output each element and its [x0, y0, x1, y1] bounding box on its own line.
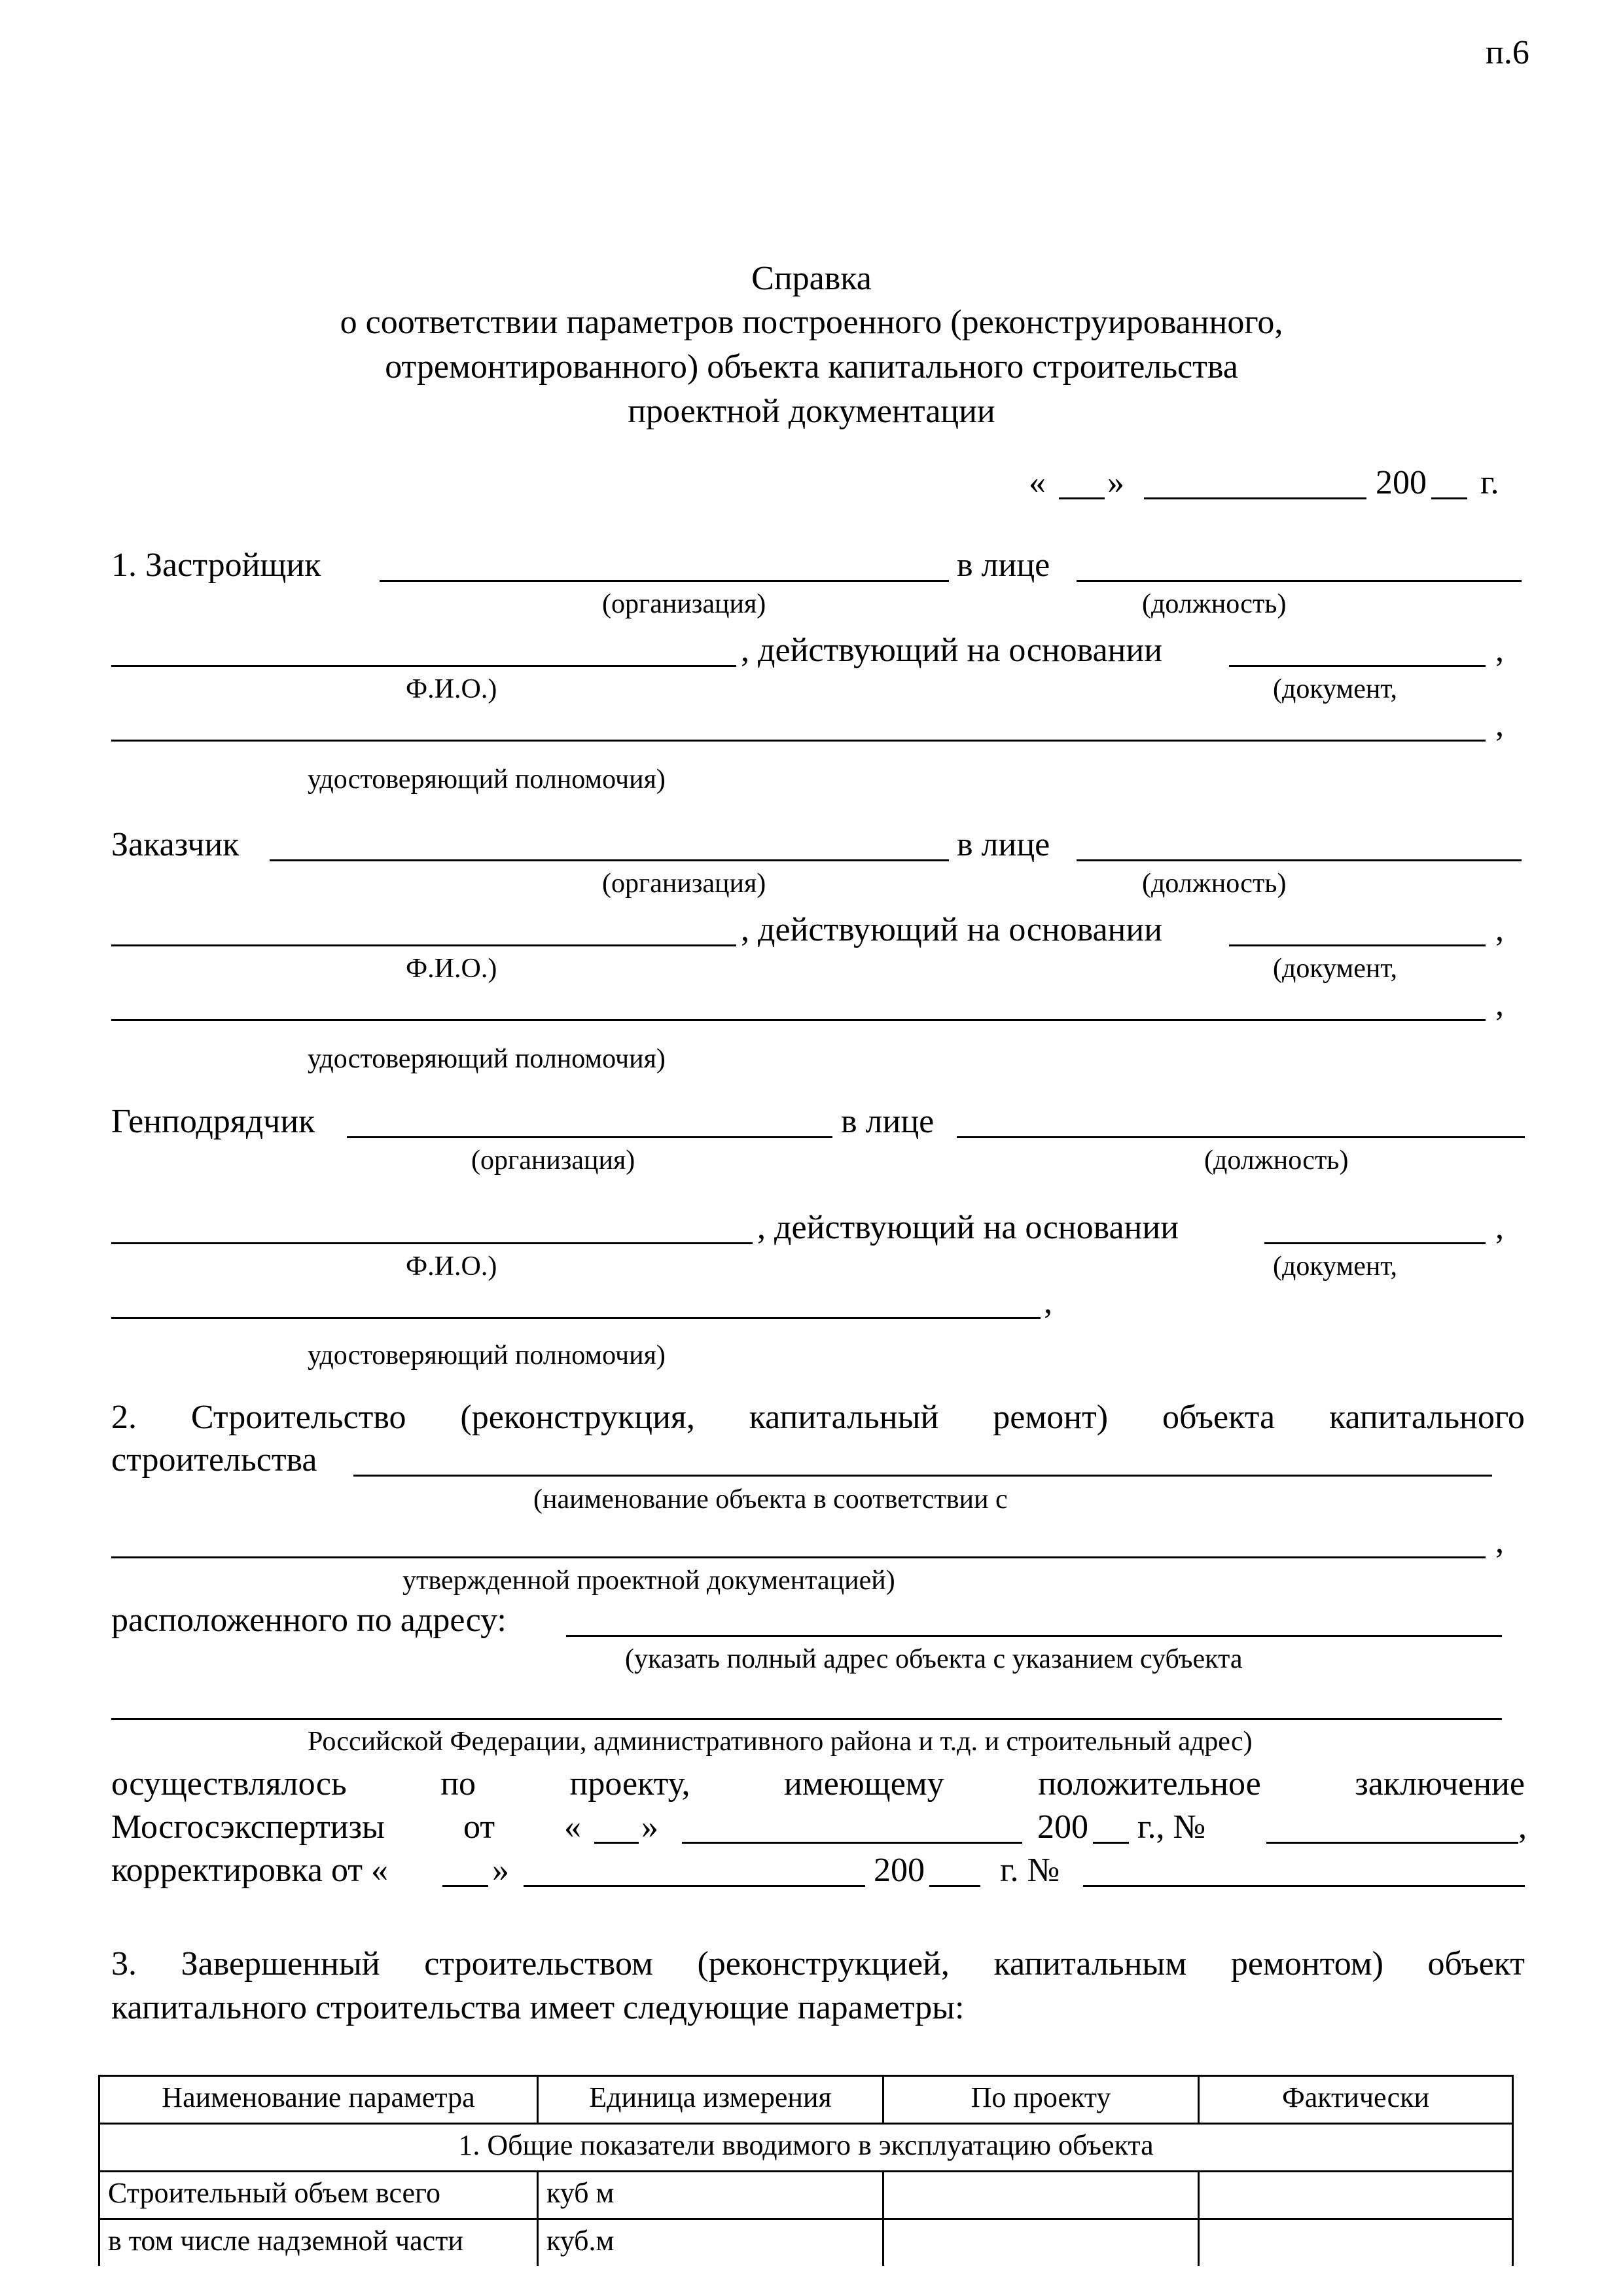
date-open-quote: « [1029, 464, 1046, 501]
section2-word: (реконструкция, [460, 1399, 695, 1436]
zakazchik-fio-hint: Ф.И.О.) [406, 954, 497, 984]
genpodryadchik-comma: , [1495, 1209, 1504, 1246]
address-label: расположенного по адресу: [111, 1602, 507, 1639]
address-hint-2: Российской Федерации, административного района и т.д. и строительный адрес) [308, 1727, 1253, 1757]
section2-stroitelstva: строительства [111, 1441, 317, 1479]
zastroyshchik-fio-hint: Ф.И.О.) [406, 674, 497, 704]
zastroyshchik-position-field[interactable] [1077, 580, 1522, 582]
zastroyshchik-deystvuyushchiy: , действующий на основании [741, 632, 1163, 669]
korrektirovka-number-field[interactable] [1083, 1885, 1525, 1887]
parameters-table [98, 2075, 1514, 2266]
project-value-cell[interactable] [883, 2219, 1199, 2267]
section3-word: 3. [111, 1945, 137, 1982]
zakazchik-organization-field[interactable] [270, 859, 949, 861]
zastroyshchik-v-litse: в лице [957, 547, 1050, 584]
conclusion-day-field[interactable] [594, 1842, 639, 1844]
table-row [99, 2219, 1513, 2267]
project-word: имеющему [783, 1765, 944, 1803]
object-name-cont-field[interactable] [111, 1556, 1486, 1558]
date-month-field[interactable] [1144, 497, 1366, 499]
zakazchik-fio-field[interactable] [111, 944, 736, 946]
date-year-prefix: 200 [1376, 464, 1427, 501]
object-name-hint-2: утвержденной проектной документацией) [402, 1566, 895, 1596]
zakazchik-v-litse: в лице [957, 826, 1050, 863]
object-name-hint: (наименование объекта в соответствии с [533, 1484, 1008, 1515]
project-value-cell[interactable] [883, 2172, 1199, 2219]
section3-word: Завершенный [181, 1945, 380, 1982]
genpodryadchik-organization-field[interactable] [347, 1136, 832, 1138]
korrektirovka-g-no: г. № [1000, 1852, 1060, 1889]
object-name-comma: , [1495, 1523, 1504, 1560]
zastroyshchik-comma: , [1495, 632, 1504, 669]
zastroyshchik-document-hint: (документ, [1273, 674, 1398, 704]
section3-word: ремонтом) [1230, 1945, 1383, 1982]
section2-word: капитальный [749, 1399, 939, 1436]
zastroyshchik-organization-hint: (организация) [602, 589, 766, 619]
unit-cell: куб.м [538, 2219, 883, 2267]
section3-word: объект [1427, 1945, 1525, 1982]
genpodryadchik-position-hint: (должность) [1204, 1145, 1349, 1175]
zastroyshchik-organization-field[interactable] [380, 580, 949, 582]
zakazchik-position-hint: (должность) [1142, 869, 1287, 899]
object-name-field[interactable] [353, 1475, 1492, 1477]
project-word: по [440, 1765, 476, 1803]
section2-word: капитального [1329, 1399, 1525, 1436]
zakazchik-document-field[interactable] [1229, 944, 1486, 946]
section2-line1 [111, 1401, 1525, 1435]
korrektirovka-label: корректировка от « [111, 1852, 388, 1889]
date-year-field[interactable] [1431, 497, 1467, 499]
section3-word: (реконструкцией, [697, 1945, 950, 1982]
genpodryadchik-position-field[interactable] [957, 1136, 1525, 1138]
conclusion-year-prefix: 200 [1037, 1808, 1088, 1846]
document-subtitle-line1: о соответствии параметров построенного (реконструированного, [340, 304, 1283, 341]
genpodryadchik-document-field[interactable] [1264, 1242, 1486, 1244]
document-title: Справка [751, 260, 872, 297]
project-word: заключение [1355, 1765, 1525, 1803]
zakazchik-position-field[interactable] [1077, 859, 1522, 861]
mosgosekspertiza-ot: от [463, 1808, 495, 1846]
zakazchik-document-cont-field[interactable] [111, 1019, 1486, 1021]
section3-word: строительством [424, 1945, 653, 1982]
korrektirovka-month-field[interactable] [524, 1885, 865, 1887]
korrektirovka-year-prefix: 200 [874, 1852, 925, 1889]
parameter-name-cell: в том числе надземной части [99, 2219, 538, 2267]
column-header-project: По проекту [883, 2076, 1199, 2124]
genpodryadchik-fio-field[interactable] [111, 1242, 753, 1244]
conclusion-comma: , [1518, 1808, 1527, 1846]
genpodryadchik-authority-hint: удостоверяющий полномочия) [308, 1340, 666, 1371]
table-header-row [99, 2076, 1513, 2124]
genpodryadchik-comma-2: , [1044, 1283, 1052, 1321]
document-subtitle-line2: отремонтированного) объекта капитального строительства [385, 348, 1238, 386]
address-cont-field[interactable] [111, 1718, 1502, 1720]
zakazchik-comma: , [1495, 911, 1504, 948]
zakazchik-authority-hint: удостоверяющий полномочия) [308, 1044, 666, 1074]
column-header-parameter: Наименование параметра [99, 2076, 538, 2124]
zakazchik-document-hint: (документ, [1273, 954, 1398, 984]
section3-line1 [111, 1947, 1525, 1981]
conclusion-open-quote: « [564, 1808, 581, 1846]
genpodryadchik-label: Генподрядчик [111, 1103, 315, 1140]
date-year-suffix: г. [1480, 464, 1499, 501]
project-word: положительное [1038, 1765, 1261, 1803]
genpodryadchik-document-hint: (документ, [1273, 1251, 1398, 1282]
section2-word: 2. [111, 1399, 137, 1436]
genpodryadchik-document-cont-field[interactable] [111, 1317, 1041, 1319]
zastroyshchik-authority-hint: удостоверяющий полномочия) [308, 764, 666, 795]
zakazchik-comma-2: , [1495, 986, 1504, 1023]
actual-value-cell[interactable] [1199, 2172, 1513, 2219]
section2-word: ремонт) [993, 1399, 1109, 1436]
section3-word: капитальным [993, 1945, 1187, 1982]
document-subtitle-line3: проектной документации [628, 393, 995, 430]
section3-line2: капитального строительства имеет следующие параметры: [111, 1989, 965, 2026]
column-header-actual: Фактически [1199, 2076, 1513, 2124]
conclusion-g-no: г., № [1137, 1808, 1206, 1846]
section2-word: Строительство [190, 1399, 406, 1436]
parameter-name-cell: Строительный объем всего [99, 2172, 538, 2219]
address-field[interactable] [566, 1635, 1502, 1637]
genpodryadchik-deystvuyushchiy: , действующий на основании [757, 1209, 1179, 1246]
korrektirovka-close-quote: » [492, 1852, 509, 1889]
unit-cell: куб м [538, 2172, 883, 2219]
zastroyshchik-position-hint: (должность) [1142, 589, 1287, 619]
actual-value-cell[interactable] [1199, 2219, 1513, 2267]
zakazchik-label: Заказчик [111, 826, 240, 863]
zakazchik-deystvuyushchiy: , действующий на основании [741, 911, 1163, 948]
project-line [111, 1767, 1525, 1801]
table-row [99, 2172, 1513, 2219]
section-heading-general: 1. Общие показатели вводимого в эксплуатацию объекта [99, 2124, 1513, 2172]
project-word: осуществлялось [111, 1765, 347, 1803]
zastroyshchik-fio-field[interactable] [111, 665, 736, 667]
table-section-row [99, 2124, 1513, 2172]
zastroyshchik-label: 1. Застройщик [111, 547, 321, 584]
genpodryadchik-organization-hint: (организация) [471, 1145, 635, 1175]
page-mark: п.6 [1486, 34, 1529, 71]
zastroyshchik-document-cont-field[interactable] [111, 740, 1486, 742]
column-header-unit: Единица измерения [538, 2076, 883, 2124]
zakazchik-organization-hint: (организация) [602, 869, 766, 899]
zastroyshchik-comma-2: , [1495, 706, 1504, 744]
conclusion-year-field[interactable] [1093, 1842, 1129, 1844]
mosgosekspertiza-label: Мосгосэкспертизы [111, 1808, 385, 1846]
address-hint: (указать полный адрес объекта с указанием субъекта [625, 1644, 1243, 1674]
korrektirovka-year-field[interactable] [929, 1885, 980, 1887]
conclusion-month-field[interactable] [682, 1842, 1022, 1844]
conclusion-close-quote: » [641, 1808, 658, 1846]
genpodryadchik-fio-hint: Ф.И.О.) [406, 1251, 497, 1282]
project-word: проекту, [569, 1765, 690, 1803]
date-close-quote: » [1107, 464, 1124, 501]
genpodryadchik-v-litse: в лице [841, 1103, 935, 1140]
korrektirovka-day-field[interactable] [442, 1885, 488, 1887]
section2-word: объекта [1162, 1399, 1275, 1436]
date-day-field[interactable] [1059, 497, 1105, 499]
conclusion-number-field[interactable] [1266, 1842, 1518, 1844]
zastroyshchik-document-field[interactable] [1229, 665, 1486, 667]
